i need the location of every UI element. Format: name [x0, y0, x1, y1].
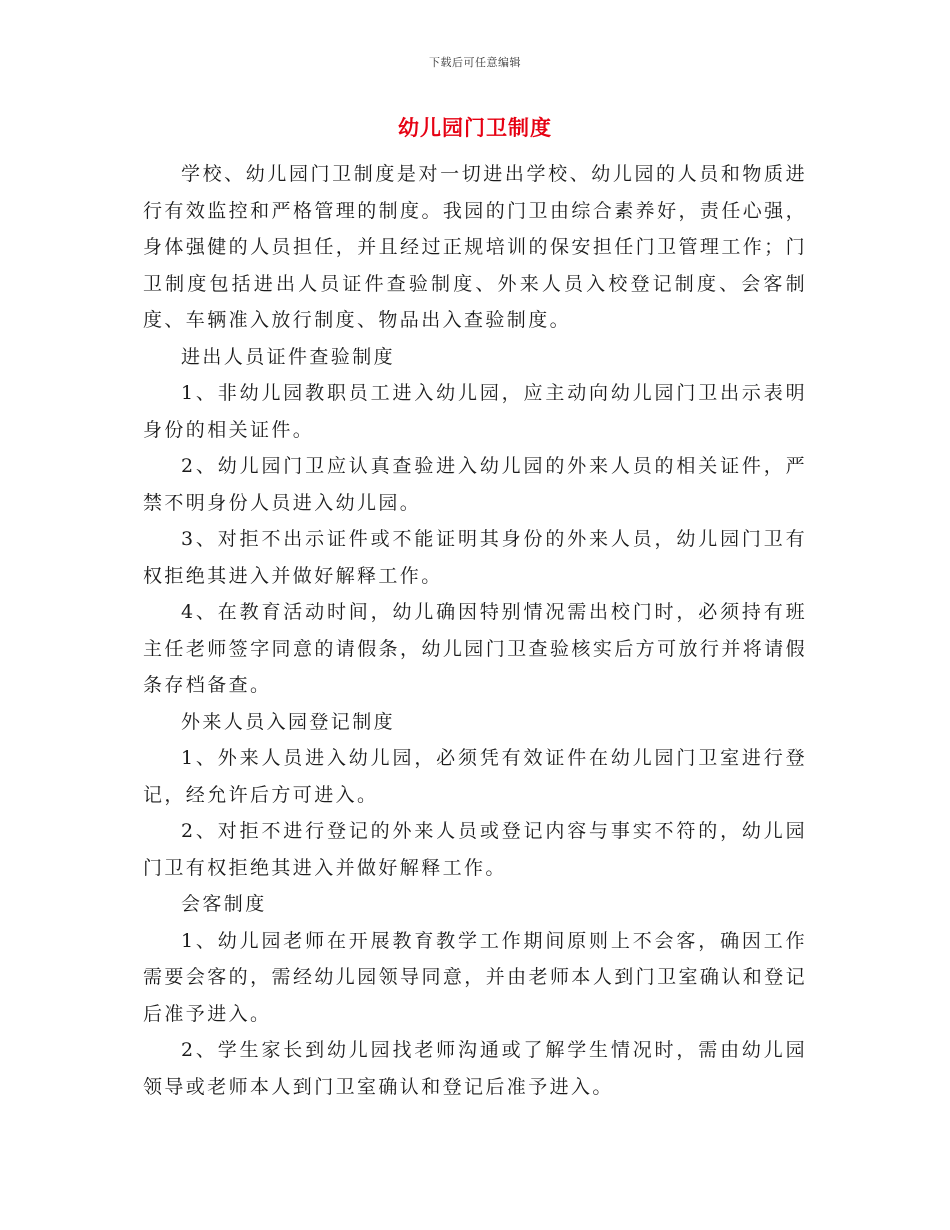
- id-check-item-1: 1、非幼儿园教职员工进入幼儿园，应主动向幼儿园门卫出示表明身份的相关证件。: [143, 382, 807, 441]
- guest-reception-item-1: 1、幼儿园老师在开展教育教学工作期间原则上不会客，确因工作需要会客的，需经幼儿园领导同意，并由老师本人到门卫室确认和登记后准予进入。: [143, 929, 807, 1025]
- id-check-item-4: 4、在教育活动时间，幼儿确因特别情况需出校门时，必须持有班主任老师签字同意的请假条，幼儿园门卫查验核实后方可放行并将请假条存档备查。: [143, 601, 807, 696]
- section-heading-id-check: 进出人员证件查验制度: [181, 345, 396, 368]
- section-heading-visitor-registration: 外来人员入园登记制度: [181, 710, 396, 733]
- section-heading-guest-reception: 会客制度: [181, 893, 267, 915]
- visitor-registration-item-1: 1、外来人员进入幼儿园，必须凭有效证件在幼儿园门卫室进行登记，经允许后方可进入。: [143, 747, 807, 806]
- document-title: 幼儿园门卫制度: [398, 115, 552, 140]
- id-check-item-3: 3、对拒不出示证件或不能证明其身份的外来人员，幼儿园门卫有权拒绝其进入并做好解释工作。: [143, 528, 807, 587]
- id-check-item-2: 2、幼儿园门卫应认真查验进入幼儿园的外来人员的相关证件，严禁不明身份人员进入幼儿园。: [143, 455, 807, 514]
- visitor-registration-item-2: 2、对拒不进行登记的外来人员或登记内容与事实不符的，幼儿园门卫有权拒绝其进入并做好解释工作。: [143, 820, 807, 879]
- header-note: 下载后可任意编辑: [429, 56, 521, 69]
- document-body: [143, 156, 807, 1105]
- intro-paragraph: 学校、幼儿园门卫制度是对一切进出学校、幼儿园的人员和物质进行有效监控和严格管理的制度。我园的门卫由综合素养好，责任心强，身体强健的人员担任，并且经过正规培训的保安担任门卫管理工作；门卫制度包括进出人员证件查验制度、外来人员入校登记制度、会客制度、车辆准入放行制度、物品出入查验制度。: [143, 163, 807, 331]
- guest-reception-item-2: 2、学生家长到幼儿园找老师沟通或了解学生情况时，需由幼儿园领导或老师本人到门卫室确认和登记后准予进入。: [143, 1039, 807, 1098]
